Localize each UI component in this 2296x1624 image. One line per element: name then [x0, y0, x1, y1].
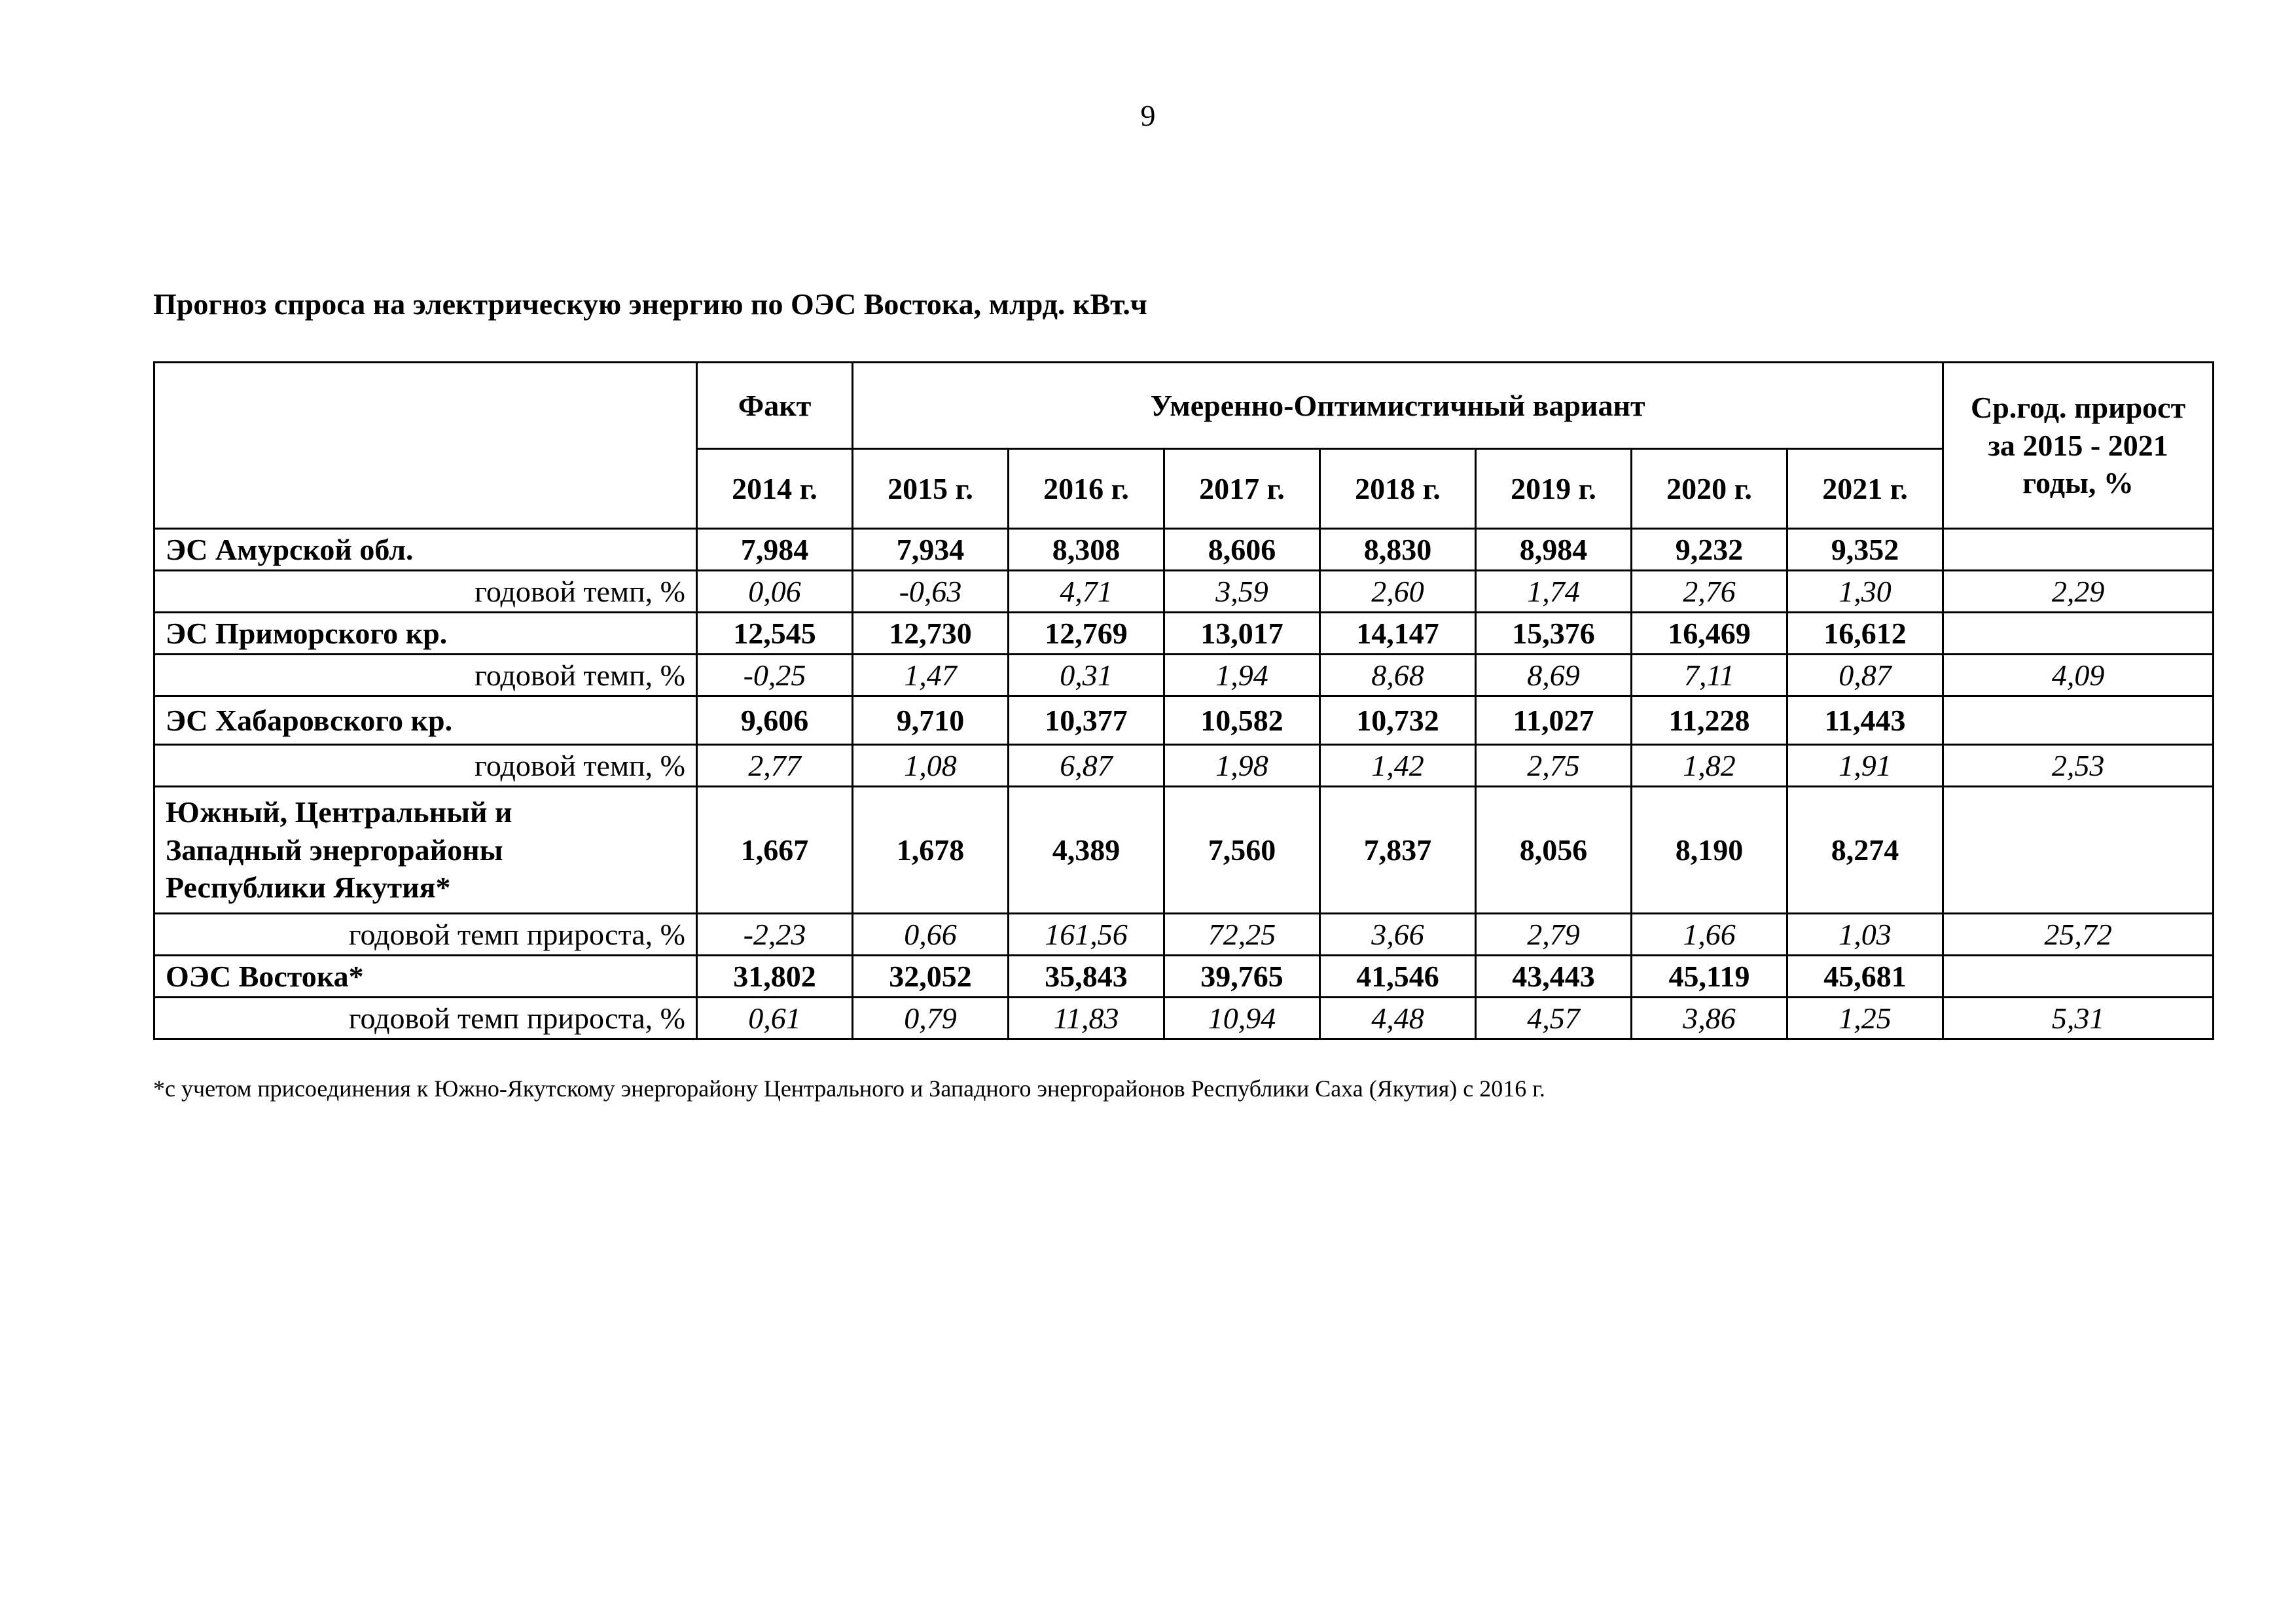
cell-value: 2,60 — [1320, 571, 1476, 613]
cell-value: 9,232 — [1632, 529, 1787, 571]
cell-value: 1,47 — [853, 655, 1009, 696]
row-name: годовой темп, % — [154, 655, 697, 696]
cell-value: 1,42 — [1320, 745, 1476, 787]
header-year: 2016 г. — [1009, 449, 1164, 529]
cell-value: 1,25 — [1787, 998, 1943, 1039]
cell-value: 8,274 — [1787, 787, 1943, 914]
cell-value: 4,48 — [1320, 998, 1476, 1039]
cell-value: 4,389 — [1009, 787, 1164, 914]
cell-value: 1,667 — [697, 787, 853, 914]
cell-avg — [1943, 787, 2214, 914]
cell-value: 11,443 — [1787, 696, 1943, 745]
table-row — [154, 787, 2214, 914]
cell-value: 10,377 — [1009, 696, 1164, 745]
header-year: 2017 г. — [1164, 449, 1320, 529]
cell-value: 8,69 — [1476, 655, 1632, 696]
header-year: 2021 г. — [1787, 449, 1943, 529]
cell-value: 2,76 — [1632, 571, 1787, 613]
cell-avg: 4,09 — [1943, 655, 2214, 696]
table-row — [154, 655, 2214, 696]
cell-value: 12,769 — [1009, 613, 1164, 655]
cell-value: 16,469 — [1632, 613, 1787, 655]
cell-avg — [1943, 696, 2214, 745]
cell-value: 3,59 — [1164, 571, 1320, 613]
header-year: 2018 г. — [1320, 449, 1476, 529]
cell-value: 4,57 — [1476, 998, 1632, 1039]
cell-value: 45,119 — [1632, 956, 1787, 998]
cell-value: 7,934 — [853, 529, 1009, 571]
row-name: годовой темп, % — [154, 745, 697, 787]
cell-value: 2,75 — [1476, 745, 1632, 787]
cell-value: 14,147 — [1320, 613, 1476, 655]
cell-value: 10,94 — [1164, 998, 1320, 1039]
cell-value: 0,61 — [697, 998, 853, 1039]
cell-avg — [1943, 529, 2214, 571]
cell-value: 1,03 — [1787, 914, 1943, 956]
table-row — [154, 571, 2214, 613]
table-row — [154, 529, 2214, 571]
header-avg-growth: Ср.год. прирост за 2015 - 2021 годы, % — [1943, 363, 2214, 529]
row-name: годовой темп прироста, % — [154, 998, 697, 1039]
cell-value: 6,87 — [1009, 745, 1164, 787]
header-fact: Факт — [697, 363, 853, 449]
cell-value: 7,837 — [1320, 787, 1476, 914]
cell-value: 8,308 — [1009, 529, 1164, 571]
cell-value: 8,056 — [1476, 787, 1632, 914]
cell-value: 1,91 — [1787, 745, 1943, 787]
cell-value: 2,77 — [697, 745, 853, 787]
cell-value: 72,25 — [1164, 914, 1320, 956]
row-name: ОЭС Востока* — [154, 956, 697, 998]
table-row — [154, 613, 2214, 655]
cell-value: 9,606 — [697, 696, 853, 745]
cell-value: 8,190 — [1632, 787, 1787, 914]
cell-value: -2,23 — [697, 914, 853, 956]
cell-value: 2,79 — [1476, 914, 1632, 956]
cell-value: -0,63 — [853, 571, 1009, 613]
cell-value: 39,765 — [1164, 956, 1320, 998]
header-year: 2020 г. — [1632, 449, 1787, 529]
cell-value: 3,86 — [1632, 998, 1787, 1039]
row-name: ЭС Амурской обл. — [154, 529, 697, 571]
cell-value: 8,606 — [1164, 529, 1320, 571]
cell-value: 0,66 — [853, 914, 1009, 956]
cell-value: 0,06 — [697, 571, 853, 613]
cell-value: 43,443 — [1476, 956, 1632, 998]
header-row-1 — [154, 363, 2214, 449]
cell-avg: 2,53 — [1943, 745, 2214, 787]
cell-value: 9,710 — [853, 696, 1009, 745]
row-name: Южный, Центральный и Западный энергорайоны Республики Якутия* — [154, 787, 697, 914]
cell-value: 32,052 — [853, 956, 1009, 998]
header-empty-cell — [154, 363, 697, 529]
cell-value: 7,560 — [1164, 787, 1320, 914]
cell-value: 161,56 — [1009, 914, 1164, 956]
cell-value: 3,66 — [1320, 914, 1476, 956]
row-name: годовой темп прироста, % — [154, 914, 697, 956]
cell-value: 11,83 — [1009, 998, 1164, 1039]
cell-value: 8,830 — [1320, 529, 1476, 571]
cell-value: 1,94 — [1164, 655, 1320, 696]
cell-value: 7,984 — [697, 529, 853, 571]
cell-value: 45,681 — [1787, 956, 1943, 998]
cell-value: 41,546 — [1320, 956, 1476, 998]
cell-value: 1,08 — [853, 745, 1009, 787]
forecast-table — [153, 361, 2214, 1040]
page-number: 9 — [1140, 99, 1156, 132]
table-row — [154, 956, 2214, 998]
footnote: *с учетом присоединения к Южно-Якутскому энергорайону Центрального и Западного энергорайонов Республики Саха (Якутия) с 2016 г. — [153, 1075, 1545, 1102]
cell-value: 1,678 — [853, 787, 1009, 914]
cell-value: 10,732 — [1320, 696, 1476, 745]
cell-value: 1,66 — [1632, 914, 1787, 956]
header-year: 2014 г. — [697, 449, 853, 529]
cell-value: 12,730 — [853, 613, 1009, 655]
cell-value: 0,79 — [853, 998, 1009, 1039]
cell-value: 1,30 — [1787, 571, 1943, 613]
cell-avg: 25,72 — [1943, 914, 2214, 956]
table-row — [154, 998, 2214, 1039]
table-row — [154, 745, 2214, 787]
table-row — [154, 914, 2214, 956]
cell-value: 16,612 — [1787, 613, 1943, 655]
cell-avg — [1943, 956, 2214, 998]
cell-value: 13,017 — [1164, 613, 1320, 655]
cell-value: 12,545 — [697, 613, 853, 655]
cell-value: 8,984 — [1476, 529, 1632, 571]
cell-value: -0,25 — [697, 655, 853, 696]
cell-value: 11,228 — [1632, 696, 1787, 745]
cell-avg: 5,31 — [1943, 998, 2214, 1039]
cell-value: 1,74 — [1476, 571, 1632, 613]
header-year: 2019 г. — [1476, 449, 1632, 529]
table-title: Прогноз спроса на электрическую энергию по ОЭС Востока, млрд. кВт.ч — [153, 287, 1147, 321]
cell-value: 7,11 — [1632, 655, 1787, 696]
cell-value: 31,802 — [697, 956, 853, 998]
cell-value: 4,71 — [1009, 571, 1164, 613]
cell-avg: 2,29 — [1943, 571, 2214, 613]
row-name: годовой темп, % — [154, 571, 697, 613]
table-row — [154, 696, 2214, 745]
cell-value: 0,87 — [1787, 655, 1943, 696]
cell-value: 9,352 — [1787, 529, 1943, 571]
cell-value: 0,31 — [1009, 655, 1164, 696]
cell-value: 35,843 — [1009, 956, 1164, 998]
header-year: 2015 г. — [853, 449, 1009, 529]
cell-value: 8,68 — [1320, 655, 1476, 696]
cell-value: 15,376 — [1476, 613, 1632, 655]
row-name: ЭС Хабаровского кр. — [154, 696, 697, 745]
row-name: ЭС Приморского кр. — [154, 613, 697, 655]
cell-avg — [1943, 613, 2214, 655]
header-variant: Умеренно-Оптимистичный вариант — [853, 363, 1943, 449]
cell-value: 11,027 — [1476, 696, 1632, 745]
cell-value: 1,82 — [1632, 745, 1787, 787]
cell-value: 1,98 — [1164, 745, 1320, 787]
cell-value: 10,582 — [1164, 696, 1320, 745]
